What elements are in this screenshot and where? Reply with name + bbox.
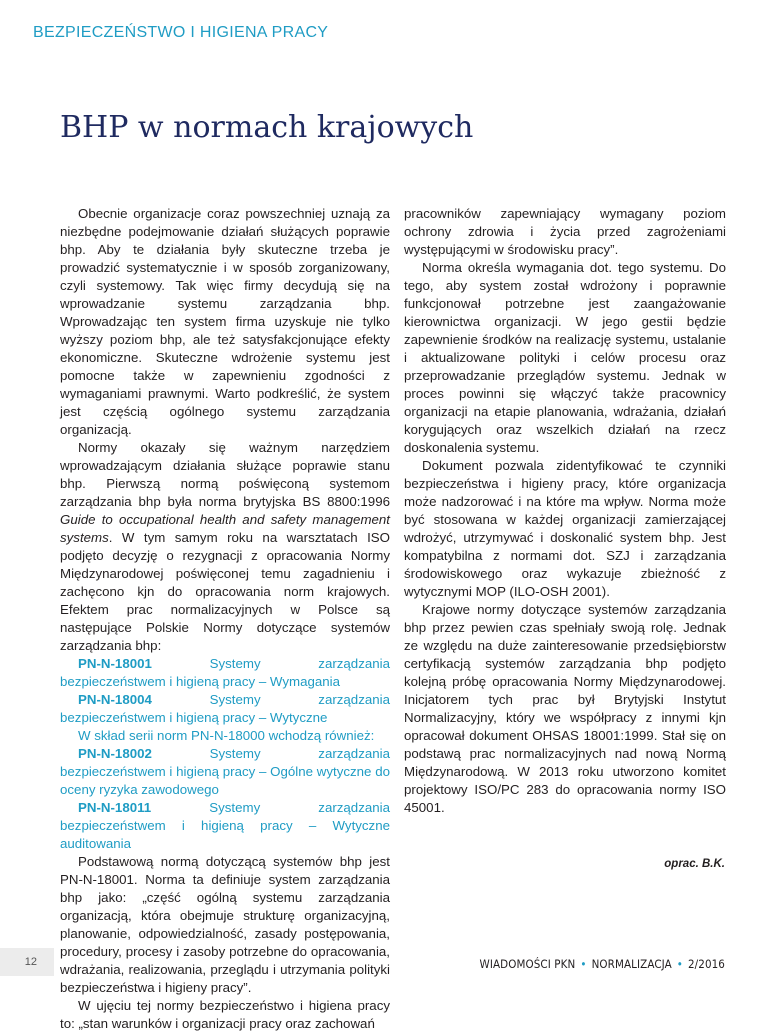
- standard-code: PN-N-18002: [78, 746, 152, 761]
- paragraph: Dokument pozwala zidentyfikować te czynniki bezpieczeństwa i higieny pracy, które organizacja może nadzorować i na które ma wpływ. Norma może być stosowana w każdej organizacji zamierzającej wdrożyć, utrzymywać i doskonalić system bhp. Jest kompatybilna z normami dot. SZJ i zarządzania środowiskowego oraz wykazuje zbieżność z wytycznymi MOP (ILO-OSH 2001).: [404, 458, 726, 599]
- article-title: BHP w normach krajowych: [60, 110, 474, 145]
- standard-entry: [60, 655, 390, 691]
- issue-number: 2/2016: [688, 957, 725, 971]
- paragraph: Norma określa wymagania dot. tego systemu. Do tego, aby system został wdrożony i poprawnie funkcjonował potrzebne jest zaangażowanie kierownictwa organizacji. W jego gestii będzie zapewnienie środków na realizację systemu, ustalanie i aktualizowane polityki i celów procesu oraz przeprowadzanie przeglądów systemu. Jednak w proces powinni się włączyć także pracownicy organizacji na etapie planowania, wdrażania, działań korygujących oraz wszelkich działań na rzecz doskonalenia systemu.: [404, 260, 726, 455]
- separator-dot: •: [676, 957, 683, 971]
- standard-entry: [60, 691, 390, 727]
- magazine-name: WIADOMOŚCI PKN: [479, 957, 576, 971]
- series-note: W skład serii norm PN-N-18000 wchodzą również:: [78, 728, 375, 743]
- standard-entry: [60, 799, 390, 853]
- separator-dot: •: [580, 957, 587, 971]
- paragraph: Podstawową normą dotyczącą systemów bhp jest PN-N-18001. Norma ta definiuje system zarządzania bhp jako: „część ogólną systemu zarządzania organizacją, która obejmuje strukturę organizacyjną, planowanie, odpowiedzialność, zasady postępowania, procedury, procesy i zasoby potrzebne do opracowania, wdrażania, realizowania, przeglądu i utrzymania polityki bezpieczeństwa i higieny pracy”.: [60, 854, 390, 995]
- page-number: [0, 948, 54, 976]
- paragraph: [60, 439, 390, 655]
- standard-title: Systemy zarządzania bezpieczeństwem i higieną pracy – Wymagania: [60, 656, 390, 689]
- paragraph: Krajowe normy dotyczące systemów zarządzania bhp przez pewien czas spełniały swoją rolę. Jednak ze względu na duże zainteresowanie przedsiębiorstw certyfikacją systemów zarządzania bhp podjęto kolejną próbę opracowania Normy Międzynarodowej. Inicjatorem tych prac był Brytyjski Instytut Normalizacyjny, który we współpracy z innymi kjn opracował dokument OHSAS 18001:1999. Stał się on podstawą prac normalizacyjnych nad nową Normą Międzynarodową. W 2013 roku utworzono komitet projektowy ISO/PC 283 do opracowania normy ISO 45001.: [404, 602, 726, 815]
- paragraph: W ujęciu tej normy bezpieczeństwo i higiena pracy to: „stan warunków i organizacji pracy oraz zachowań: [60, 998, 390, 1031]
- right-column: [404, 205, 726, 817]
- magazine-section: NORMALIZACJA: [591, 957, 672, 971]
- footer-running-title: [480, 957, 725, 971]
- standard-title: Systemy zarządzania bezpieczeństwem i higieną pracy – Wytyczne auditowania: [60, 800, 390, 851]
- author-credit: oprac. B.K.: [664, 858, 725, 870]
- text-run: . W tym samym roku na warsztatach ISO podjęto decyzję o rezygnacji z opracowania Normy Międzynarodowej poświęconej temu zagadnieniu i zachęcono kjn do opracowania norm krajowych. Efektem prac normalizacyjnych w Polsce są następujące Polskie Normy dotyczące systemów zarządzania bhp:: [60, 530, 390, 653]
- standard-code: PN-N-18011: [78, 800, 152, 815]
- standard-title: Systemy zarządzania bezpieczeństwem i higieną pracy – Ogólne wytyczne do oceny ryzyka zawodowego: [60, 746, 390, 797]
- paragraph: pracowników zapewniający wymagany poziom ochrony zdrowia i życia przed zagrożeniami występującymi w środowisku pracy”.: [404, 206, 726, 257]
- paragraph: Obecnie organizacje coraz powszechniej uznają za niezbędne podejmowanie działań służących poprawie bhp. Aby te działania były skuteczne trzeba je prowadzić systematycznie i w sposób zorganizowany, czyli systemowy. Tak więc firmy decydują się na wprowadzanie systemu zarządzania bhp. Wprowadzając ten system firma uzyskuje nie tylko wyższy poziom bhp, ale też satysfakcjonujące efekty ekonomiczne. Skuteczne wdrożenie systemu jest pomocne także w zapewnieniu zgodności z wymaganiami prawnymi. Warto podkreślić, że system jest częścią ogólnego systemu zarządzania organizacją.: [60, 206, 390, 437]
- standard-title: Systemy zarządzania bezpieczeństwem i higieną pracy – Wytyczne: [60, 692, 390, 725]
- standard-code: PN-N-18001: [78, 656, 152, 671]
- page-number-text: 12: [24, 956, 37, 968]
- section-label: BEZPIECZEŃSTWO I HIGIENA PRACY: [33, 24, 329, 41]
- text-run: Normy okazały się ważnym narzędziem wprowadzającym działania służące poprawie stanu bhp. Pierwszą normą poświęconą systemom zarządzania bhp była norma brytyjska BS 8800:1996: [60, 440, 390, 509]
- standard-code: PN-N-18004: [78, 692, 152, 707]
- left-column: [60, 205, 390, 1033]
- standard-entry: [60, 745, 390, 799]
- italic-title: Guide to occupational health and safety management systems: [60, 512, 390, 545]
